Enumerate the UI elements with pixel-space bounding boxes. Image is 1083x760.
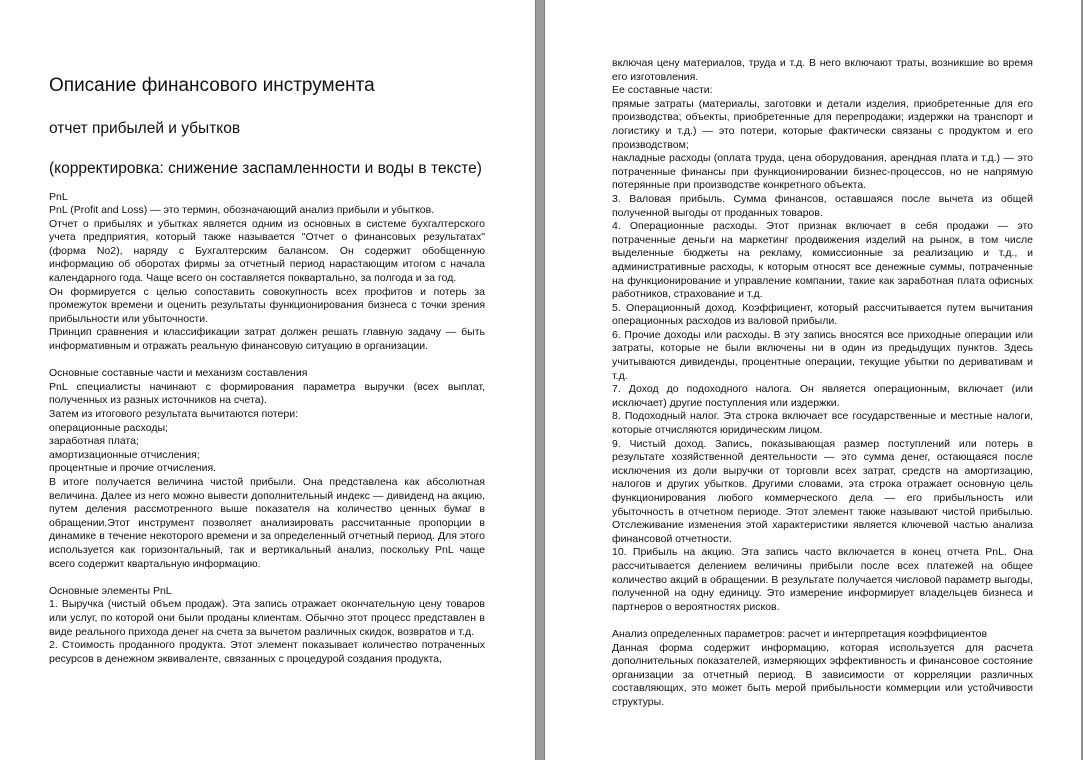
document-title: Описание финансового инструмента <box>49 75 375 96</box>
page-2-body <box>612 57 1033 710</box>
section-heading-elements: Основные элементы PnL <box>49 584 172 597</box>
paragraph: Отчет о прибылях и убытках является одним из основных в системе бухгалтерского учета предприятия, который также называется "Отчет о финансовых результатах" (форма No2), наряду с Бухгалтерским балансом. Он содержит обобщенную информацию об оборотах фирмы за отчетный период нарастающим итогом с начала календарного года. Чаще всего он составляется поквартально, за полгода и за год. <box>49 217 485 285</box>
section-heading-components: Основные составные части и механизм составления <box>49 367 308 380</box>
list-item: накладные расходы (оплата труда, цена оборудования, арендная плата и т.д.) — это потраченные финансы при функционировании бизнес-процессов, но не напрямую потерянные при производстве конкретного объекта. <box>612 152 1033 192</box>
list-item: 1. Выручка (чистый объем продаж). Эта запись отражает окончательную цену товаров или услуг, по которой они были проданы клиентам. Обычно этот процесс представлен в виде реального прихода денег на счета за вычетом различных скидок, возвратов и т.д. <box>49 598 485 638</box>
list-item: процентные и прочие отчисления. <box>49 462 217 475</box>
list-item: амортизационные отчисления; <box>49 448 200 461</box>
list-item: операционные расходы; <box>49 421 168 434</box>
list-item: 2. Стоимость проданного продукта. Этот элемент показывает количество потраченных ресурсов в денежном эквиваленте, связанных с процедурой создания продукта, <box>49 639 485 665</box>
list-item: 10. Прибыль на акцию. Эта запись часто включается в конец отчета PnL. Она рассчитывается делением величины прибыли после всех платежей на общее количество акций в обращении. В результате получается числовой параметр выгоды, полученной на одну единицу. Это измерение информирует владельцев бизнеса и партнеров о вероятностях рисков. <box>612 546 1033 613</box>
list-item: 4. Операционные расходы. Этот признак включает в себя продажи — это потраченные деньги на маркетинг продвижения изделий на рынок, в том числе выделенные бюджеты на рекламу, комиссионные за реализацию и т.д., и административные расходы, к которым относят все денежные суммы, потраченные на функционирование и управление компании, такие как заработная плата офисных работников, страхование и т.д. <box>612 220 1033 301</box>
list-item: 6. Прочие доходы или расходы. В эту запись вносятся все приходные операции или затраты, которые не были включены ни в один из предыдущих пунктов. Здесь учитываются дивиденды, процентные операции, текущие убытки по деривативам и т.д. <box>612 328 1033 382</box>
paragraph-spacer <box>49 571 485 585</box>
list-item: 8. Подоходный налог. Эта строка включает все государственные и местные налоги, которые отчисляются юридическим лицом. <box>612 410 1033 437</box>
list-item: прямые затраты (материалы, заготовки и детали изделия, приобретенные для его производства; объекты, приобретенные для перепродажи; издержки на транспорт и логистику и т.д.) — это потери, которые фактически связаны с продуктом и его производством; <box>612 97 1033 151</box>
page-gutter <box>535 0 545 760</box>
paragraph: PnL специалисты начинают с формирования параметра выручки (всех выплат, полученных из разных источников на счета). <box>49 380 485 407</box>
document-subtitle: отчет прибылей и убытков <box>49 119 241 137</box>
page-1-body <box>49 191 485 667</box>
paragraph-spacer <box>49 354 485 368</box>
paragraph: включая цену материалов, труда и т.д. В него включают траты, возникшие во время его изготовления. <box>612 57 1033 83</box>
page-1 <box>0 0 535 760</box>
paragraph: Он формируется с целью сопоставить совокупность всех профитов и потерь за промежуток времени и оценить результаты функционирования бизнеса с точки зрения прибыльности или убыточности. <box>49 285 485 325</box>
list-item: 3. Валовая прибыль. Сумма финансов, оставшаяся после вычета из общей полученной выгоды от проданных товаров. <box>612 192 1033 219</box>
section-heading-analysis: Анализ определенных параметров: расчет и интерпретация коэффициентов <box>612 627 988 640</box>
list-item: заработная плата; <box>49 435 139 448</box>
paragraph: Затем из итогового результата вычитаются потери: <box>49 408 299 420</box>
list-item: 5. Операционный доход. Коэффициент, который рассчитывается путем вычитания операционных расходов из валовой прибыли. <box>612 301 1033 328</box>
paragraph-spacer <box>612 614 1033 628</box>
section-heading-pnl: PnL <box>49 190 68 203</box>
paragraph: PnL (Profit and Loss) — это термин, обозначающий анализ прибыли и убытков. <box>49 204 435 217</box>
paragraph: В итоге получается величина чистой прибыли. Она представлена как абсолютная величина. Далее из него можно вывести дополнительный индекс — дивиденд на акцию, путем деления рассмотренного выше показателя на количество ценных бумаг в обращении.Этот инструмент позволяет анализировать рассчитанные пропорции в динамике в течение некоторого времени и за определенный отчетный период. Для этого используется как горизонтальный, так и вертикальный анализ, поскольку PnL чаще всего содержит квартальную информацию. <box>49 475 485 570</box>
document-note: (корректировка: снижение заспамленности и воды в тексте) <box>49 160 482 178</box>
list-item: 9. Чистый доход. Запись, показывающая размер поступлений или потерь в результате хозяйственной деятельности — это сумма денег, остающаяся после исключения из доли выручки от торговли всех затрат, средств на амортизацию, налогов и других убытков. Другими словами, эта строка отражает основную цель функционирования любого коммерческого дела — его прибыльность или убыточность в отчетном периоде. Этот элемент также называют чистой прибылью. Отслеживание изменения этой характеристики является ключевой частью анализа финансовой отчетности. <box>612 437 1033 545</box>
page-2 <box>545 0 1083 760</box>
paragraph: Данная форма содержит информацию, которая используется для расчета дополнительных показателей, измеряющих эффективность и финансовое состояние организации за отчетный период. В зависимости от корреляции различных составляющих, это может быть мерой прибыльности коммерции или устойчивости структуры. <box>612 641 1033 708</box>
paragraph: Ее составные части: <box>612 84 713 97</box>
list-item: 7. Доход до подоходного налога. Он является операционным, включает (или исключает) другие поступления или издержки. <box>612 383 1033 409</box>
paragraph: Принцип сравнения и классификации затрат должен решать главную задачу — быть информативным и отражать реальную финансовую ситуацию в организации. <box>49 326 485 353</box>
